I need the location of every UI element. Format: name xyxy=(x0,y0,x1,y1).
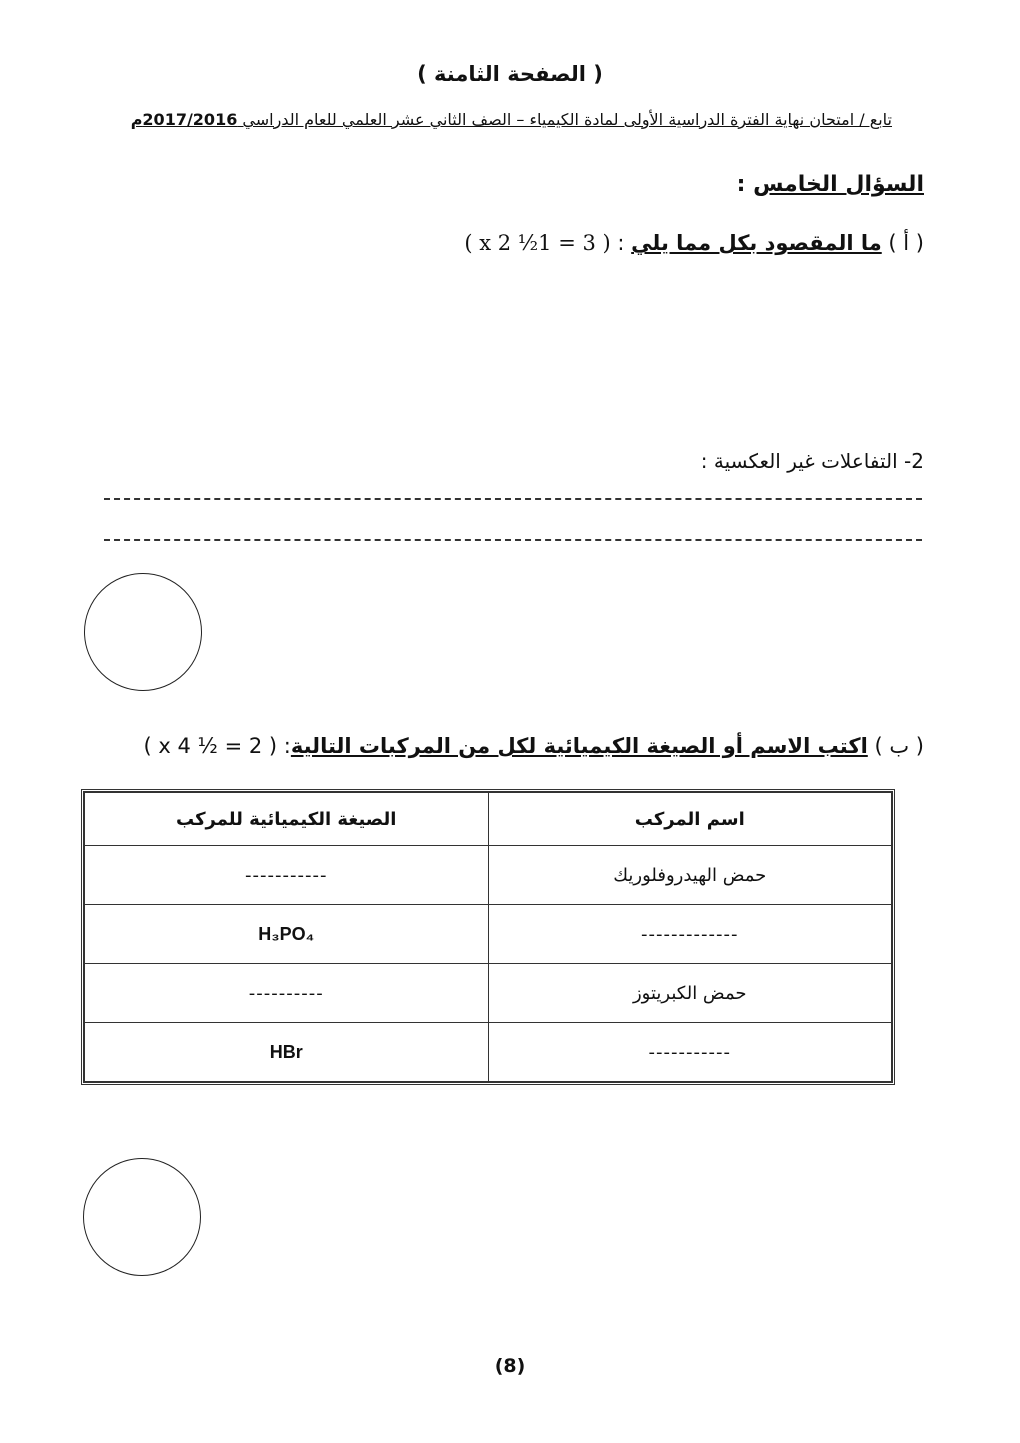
part-b-text: اكتب الاسم أو الصيغة الكيميائية لكل من المركبات التالية xyxy=(290,734,868,758)
exam-header-text: تابع / امتحان نهاية الفترة الدراسية الأولى لمادة الكيمياء – الصف الثاني عشر العلمي للعام الدراسي xyxy=(237,110,892,129)
name-answer-blank[interactable]: ------------- xyxy=(488,905,892,964)
formula-answer-blank[interactable]: ---------- xyxy=(85,964,489,1023)
page-number: (8) xyxy=(494,1355,526,1377)
table-row xyxy=(85,1023,892,1082)
compound-name-cell: حمض الهيدروفلوريك xyxy=(488,846,892,905)
question-five-label: السؤال الخامس xyxy=(753,172,924,197)
header-compound-name: اسم المركب xyxy=(488,793,892,846)
part-b-colon: : xyxy=(283,734,291,758)
table-header-row xyxy=(85,793,892,846)
name-answer-blank[interactable]: ----------- xyxy=(488,1023,892,1082)
part-b-heading xyxy=(144,734,924,758)
grade-circle-part-b[interactable] xyxy=(83,1158,201,1276)
exam-header xyxy=(131,110,892,129)
table-row xyxy=(85,846,892,905)
part-a-label: ( أ ) xyxy=(888,231,924,255)
formula-cell: H₃PO₄ xyxy=(85,905,489,964)
grade-circle-part-a[interactable] xyxy=(84,573,202,691)
table-row xyxy=(85,905,892,964)
part-b-label: ( ب ) xyxy=(874,734,924,758)
question-five-title xyxy=(737,172,924,197)
answer-line-1[interactable] xyxy=(104,498,922,500)
part-a-heading xyxy=(464,231,924,255)
page-title: ( الصفحة الثامنة ) xyxy=(417,62,603,86)
table-row xyxy=(85,964,892,1023)
item-2-text: 2- التفاعلات غير العكسية xyxy=(713,449,924,473)
formula-cell: HBr xyxy=(85,1023,489,1082)
part-b-marks: ( 2 = ½ x 4 ) xyxy=(143,734,278,758)
compounds-table xyxy=(81,789,895,1085)
part-a-text: ما المقصود بكل مما يلي xyxy=(631,231,882,255)
part-a-colon: : xyxy=(617,231,625,255)
answer-line-2[interactable] xyxy=(104,539,922,541)
formula-answer-blank[interactable]: ----------- xyxy=(85,846,489,905)
item-2-prompt xyxy=(701,449,924,473)
exam-year: 2017/2016م xyxy=(130,110,238,129)
part-a-marks: ( 3 = 1½ x 2 ) xyxy=(464,231,611,255)
item-2-colon: : xyxy=(700,449,708,473)
question-five-colon: : xyxy=(736,172,746,197)
header-chemical-formula: الصيغة الكيميائية للمركب xyxy=(85,793,489,846)
compound-name-cell: حمض الكبريتوز xyxy=(488,964,892,1023)
